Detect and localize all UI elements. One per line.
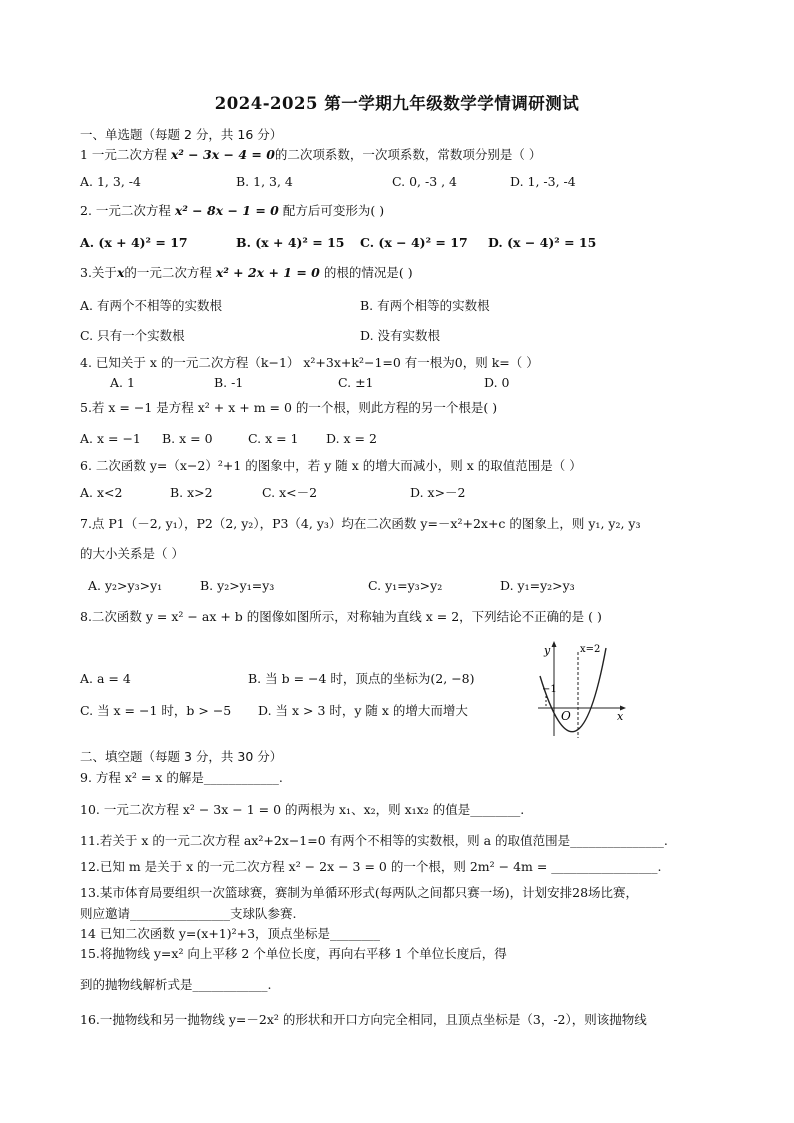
question-5-option-d[interactable]: D. x = 2 [326, 431, 377, 446]
question-3-stem [80, 265, 413, 281]
question-8-stem: 8.二次函数 y = x² − ax + b 的图像如图所示，对称轴为直线 x = 2，下列结论不正确的是 ( ) [80, 609, 602, 624]
question-6-option-a[interactable]: A. x<2 [80, 485, 123, 500]
question-5-option-b[interactable]: B. x = 0 [162, 431, 213, 446]
section-heading-2: 二、填空题（每题 3 分，共 30 分） [80, 749, 283, 764]
question-13-line-1[interactable]: 13.某市体育局要组织一次篮球赛，赛制为单循环形式(每两队之间都只赛一场)，计划安排28场比赛， [80, 885, 639, 900]
x-axis-label: x [617, 710, 624, 723]
question-3-option-a[interactable]: A. 有两个不相等的实数根 [80, 298, 222, 313]
question-9[interactable]: 9. 方程 x² = x 的解是____________. [80, 770, 283, 785]
question-10[interactable]: 10. 一元二次方程 x² − 3x − 1 = 0 的两根为 x₁、x₂，则 x₁x₂ 的值是________. [80, 802, 525, 817]
question-1-stem-text-a: 1 一元二次方程 [80, 147, 171, 162]
y-axis-label: y [544, 644, 551, 657]
question-15-line-1[interactable]: 15.将抛物线 y=x² 向上平移 2 个单位长度，再向右平移 1 个单位长度后，得 [80, 946, 507, 961]
question-6-stem: 6. 二次函数 y=（x−2）²+1 的图象中，若 y 随 x 的增大而减小，则 x 的取值范围是（ ） [80, 458, 582, 473]
question-1-option-a[interactable]: A. 1, 3, -4 [80, 174, 141, 189]
question-7-option-d[interactable]: D. y₁=y₂>y₃ [500, 578, 575, 593]
question-7-stem-line-1: 7.点 P1（－2, y₁），P2（2, y₂），P3（4, y₃）均在二次函数 y=－x²+2x+c 的图象上，则 y₁, y₂, y₃ [80, 516, 641, 531]
question-5-option-a[interactable]: A. x = −1 [80, 431, 141, 446]
question-4-option-c[interactable]: C. ±1 [338, 375, 374, 390]
question-6-option-d[interactable]: D. x>－2 [410, 485, 466, 500]
question-1-equation: x² − 3x − 4 = 0 [170, 147, 275, 162]
y-axis-arrow [552, 641, 557, 647]
question-8-option-b[interactable]: B. 当 b = −4 时，顶点的坐标为(2, −8) [248, 671, 475, 686]
question-13-line-2[interactable]: 则应邀请________________支球队参赛. [80, 906, 297, 921]
question-15-line-2[interactable]: 到的抛物线解析式是____________. [80, 977, 272, 992]
question-3-stem-text-b: 的一元二次方程 [124, 265, 216, 280]
question-3-option-b[interactable]: B. 有两个相等的实数根 [360, 298, 490, 313]
symmetry-axis-label: x=2 [580, 644, 601, 655]
question-6-option-b[interactable]: B. x>2 [170, 485, 213, 500]
question-1-option-d[interactable]: D. 1, -3, -4 [510, 174, 576, 189]
question-1-stem [80, 147, 541, 163]
question-7-option-c[interactable]: C. y₁=y₃>y₂ [368, 578, 443, 593]
question-7-option-b[interactable]: B. y₂>y₁=y₃ [200, 578, 275, 593]
question-4-stem: 4. 已知关于 x 的一元二次方程（k−1） x²+3x+k²−1=0 有一根为0，则 k=（ ） [80, 355, 539, 370]
question-8-option-c[interactable]: C. 当 x = −1 时，b > −5 [80, 703, 232, 718]
question-3-variable: x [116, 265, 125, 280]
question-1-stem-text-b: 的二次项系数，一次项系数，常数项分别是（ ） [274, 147, 542, 162]
question-2-option-c[interactable]: C. (x − 4)² = 17 [360, 235, 468, 250]
question-2-option-d[interactable]: D. (x − 4)² = 15 [488, 235, 597, 250]
question-16[interactable]: 16.一抛物线和另一抛物线 y=－2x² 的形状和开口方向完全相同，且顶点坐标是（3，-2），则该抛物线 [80, 1012, 647, 1027]
question-2-option-a[interactable]: A. (x + 4)² = 17 [80, 235, 188, 250]
question-12[interactable]: 12.已知 m 是关于 x 的一元二次方程 x² − 2x − 3 = 0 的一个根，则 2m² − 4m = _________________. [80, 859, 662, 874]
question-8-option-a[interactable]: A. a = 4 [80, 671, 131, 686]
question-5-stem: 5.若 x = −1 是方程 x² + x + m = 0 的一个根，则此方程的另一个根是( ) [80, 400, 498, 415]
question-4-option-a[interactable]: A. 1 [110, 375, 135, 390]
question-3-stem-text-c: 的根的情况是( ) [319, 265, 413, 280]
question-11[interactable]: 11.若关于 x 的一元二次方程 ax²+2x−1=0 有两个不相等的实数根，则 a 的取值范围是_______________. [80, 833, 668, 848]
question-3-equation: x² + 2x + 1 = 0 [215, 265, 320, 280]
origin-label: O [561, 709, 571, 723]
question-2-stem-text-b: 配方后可变形为( ) [278, 203, 385, 218]
question-8-option-d[interactable]: D. 当 x > 3 时，y 随 x 的增大而增大 [258, 703, 468, 718]
question-2-stem-text-a: 2. 一元二次方程 [80, 203, 175, 218]
question-3-stem-text-a: 3.关于 [80, 265, 117, 280]
question-14[interactable]: 14 已知二次函数 y=(x+1)²+3，顶点坐标是________ [80, 926, 381, 941]
neg-one-label: −1 [542, 684, 557, 695]
question-3-option-d[interactable]: D. 没有实数根 [360, 328, 441, 343]
question-2-stem [80, 203, 384, 219]
question-2-option-b[interactable]: B. (x + 4)² = 15 [236, 235, 345, 250]
page-title: 2024-2025 第一学期九年级数学学情调研测试 [214, 94, 580, 113]
question-1-option-b[interactable]: B. 1, 3, 4 [236, 174, 293, 189]
question-7-stem-line-2: 的大小关系是（ ） [80, 546, 184, 561]
question-7-option-a[interactable]: A. y₂>y₃>y₁ [88, 578, 163, 593]
question-2-equation: x² − 8x − 1 = 0 [174, 203, 279, 218]
question-6-option-c[interactable]: C. x<－2 [262, 485, 318, 500]
parabola-graph [530, 640, 630, 740]
question-4-option-b[interactable]: B. -1 [214, 375, 244, 390]
question-4-option-d[interactable]: D. 0 [484, 375, 510, 390]
section-heading-1: 一、单选题（每题 2 分，共 16 分） [80, 127, 283, 142]
question-1-option-c[interactable]: C. 0, -3 , 4 [392, 174, 458, 189]
question-3-option-c[interactable]: C. 只有一个实数根 [80, 328, 185, 343]
question-5-option-c[interactable]: C. x = 1 [248, 431, 299, 446]
